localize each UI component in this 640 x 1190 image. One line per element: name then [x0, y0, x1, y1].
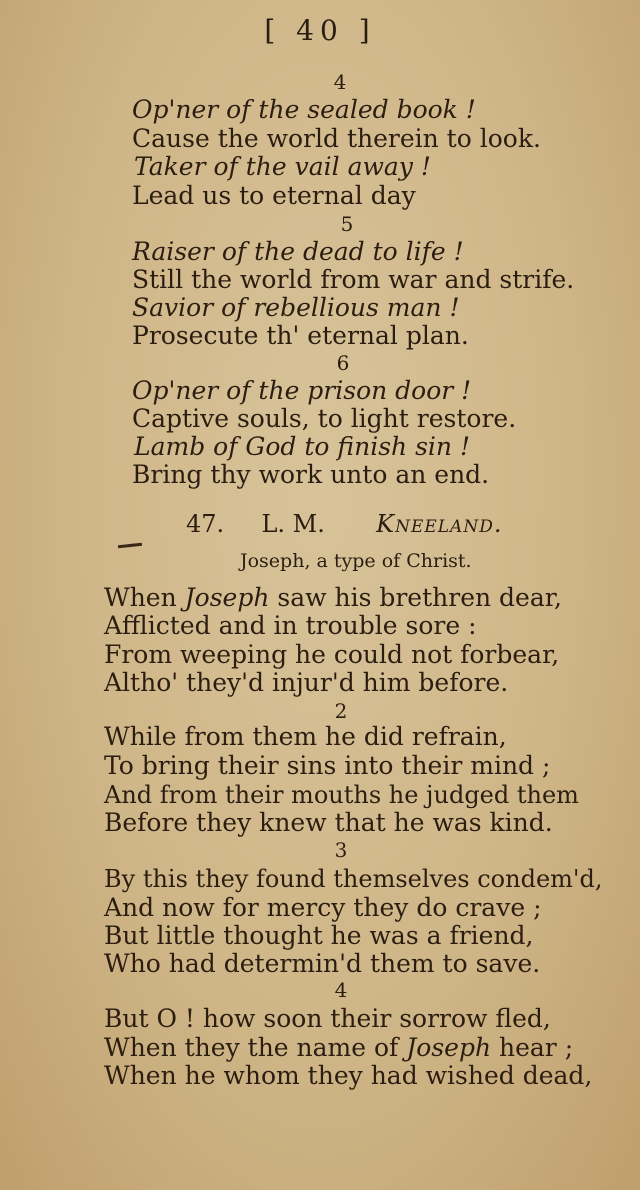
verse-line-text: Afflicted and in trouble sore : — [104, 611, 477, 640]
verse-line — [132, 321, 469, 351]
verse-line-italic: Joseph — [406, 1033, 492, 1062]
verse-line — [134, 152, 431, 182]
verse-line-italic: Joseph — [184, 583, 270, 612]
verse-line-text: Lamb of God to finish sin ! — [134, 432, 470, 461]
verse-line-text: hear ; — [491, 1033, 574, 1062]
verse-line: But little thought he was a friend, — [104, 921, 534, 950]
verse-line-text: When they the name of — [104, 1033, 407, 1062]
verse-line-text: But O ! how soon their sorrow fled, — [104, 1004, 551, 1033]
verse-line-text: Taker of the vail away ! — [134, 152, 431, 181]
verse-line — [132, 95, 476, 125]
verse-number: 4 — [333, 70, 347, 94]
verse-line-text: From weeping he could not forbear, — [104, 640, 560, 669]
verse-number: 2 — [334, 699, 348, 723]
verse-line — [104, 1033, 573, 1063]
verse-number: 6 — [336, 351, 350, 375]
verse-line: And now for mercy they do crave ; — [104, 893, 542, 922]
verse-line — [104, 611, 477, 641]
verse-line-text: Raiser of the dead to life ! — [132, 237, 464, 266]
hymn-meter: L. M. — [261, 510, 325, 538]
verse-line — [132, 237, 464, 267]
verse-line-text: Savior of rebellious man ! — [132, 293, 460, 322]
verse-line — [132, 265, 574, 295]
verse-line-text: saw his brethren dear, — [269, 583, 562, 612]
verse-line-text: Op'ner of the prison door ! — [132, 376, 472, 405]
hymn-number: 47. — [186, 510, 225, 538]
verse-number: 5 — [340, 212, 354, 236]
hymn-tune: Kneeland. — [376, 510, 503, 538]
verse-line-text: Lead us to eternal day — [132, 181, 416, 210]
verse-line — [104, 640, 559, 670]
verse-line-text: Op'ner of the sealed book ! — [132, 95, 476, 124]
verse-line — [132, 293, 460, 323]
hymn-subtitle: Joseph, a type of Christ. — [240, 550, 472, 572]
verse-line-text: Prosecute th' eternal plan. — [132, 321, 469, 350]
verse-line-text: When he whom they had wished dead, — [104, 1061, 593, 1090]
verse-number: 3 — [334, 838, 348, 862]
verse-line: By this they found themselves condem'd, — [104, 865, 603, 893]
verse-line: While from them he did refrain, — [104, 722, 507, 751]
verse-line-text: Captive souls, to light restore. — [132, 404, 517, 433]
verse-line — [134, 432, 470, 462]
verse-line — [132, 460, 489, 490]
verse-line — [132, 181, 416, 211]
verse-line-text: When — [104, 583, 185, 612]
verse-line: And from their mouths he judged them — [104, 781, 579, 809]
page-number: [ 40 ] — [264, 14, 376, 47]
verse-line — [132, 404, 516, 434]
verse-line-text: Still the world from war and strife. — [132, 265, 575, 294]
verse-line: Who had determin'd them to save. — [104, 949, 541, 978]
verse-line — [104, 583, 562, 613]
hymn-heading — [186, 510, 502, 538]
verse-line: Before they knew that he was kind. — [104, 808, 553, 837]
verse-line — [104, 668, 508, 698]
verse-number: 4 — [334, 978, 348, 1002]
verse-line — [104, 1061, 592, 1091]
verse-line-text: Bring thy work unto an end. — [132, 460, 490, 489]
verse-line-text: Altho' they'd injur'd him before. — [104, 668, 509, 697]
verse-line — [132, 376, 471, 406]
verse-line — [104, 1004, 551, 1034]
verse-line — [132, 124, 541, 154]
printer-mark — [118, 543, 142, 548]
verse-line-text: Cause the world therein to look. — [132, 124, 541, 153]
verse-line: To bring their sins into their mind ; — [104, 751, 551, 780]
